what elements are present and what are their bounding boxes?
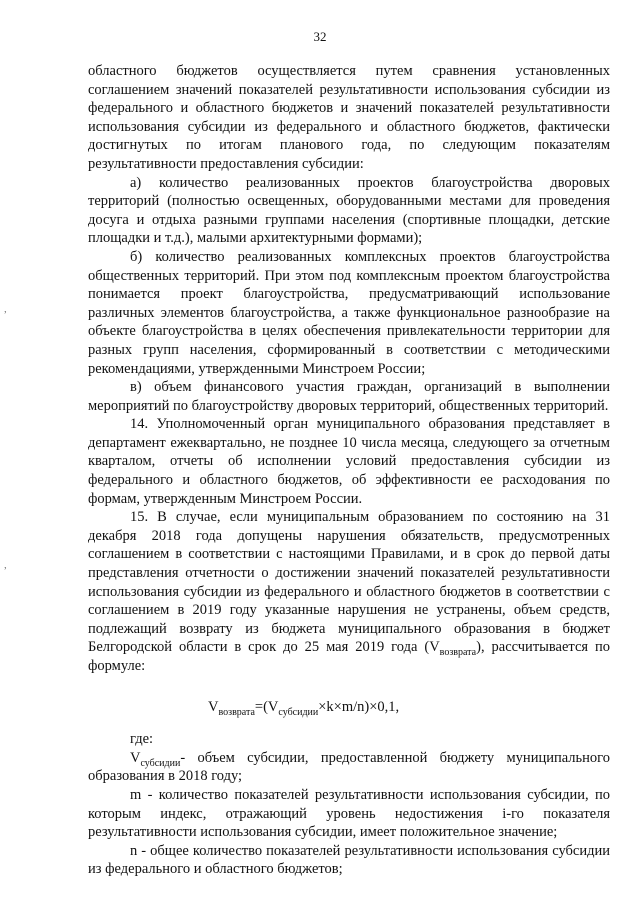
paragraph-item-c: в) объем финансового участия граждан, организаций в выполнении мероприятий по благоустройству дворовых территорий, общественных территорий. xyxy=(88,379,610,414)
document-body xyxy=(88,62,610,879)
paragraph-intro: областного бюджетов осуществляется путем сравнения установленных соглашением значений показателей результативности использования субсидии из федерального и областного бюджетов и значений показателей результативности использования субсидии из федерального и областного бюджетов, фактически достигнутых по итогам планового года, по следующим показателям результативности предоставления субсидии: xyxy=(88,63,610,172)
paragraph-14: 14. Уполномоченный орган муниципального образования представляет в департамент ежеквартально, не позднее 10 числа месяца, следующего за отчетным кварталом, отчеты об исполнении условий предоставления субсидии из федерального и областного бюджетов, об эффективности ее расходования по формам, утвержденным Минстроем России. xyxy=(88,416,610,507)
paragraph-item-b: б) количество реализованных комплексных проектов благоустройства общественных территорий. При этом под комплексным проектом благоустройства понимается проект благоустройства, предусматривающий использование различных элементов благоустройства, а также функциональное разнообразие на объекте благоустройства в целях обеспечения привлекательности территории для разных групп населения, сформированный в соответствии с методическими рекомендациями, утвержденными Минстроем России; xyxy=(88,248,610,377)
paragraph-15: 15. В случае, если муниципальным образованием по состоянию на 31 декабря 2018 года допущены нарушения обязательств, предусмотренных соглашением в соответствии с настоящими Правилами, и в срок до первой даты представления отчетности о достижении значений показателей результативности использования субсидии из федерального и областного бюджетов в соответствии с соглашением в 2019 году указанные нарушения не устранены, объем средств, подлежащий возврату из бюджета муниципального образования в бюджет Белгородской области в срок до 25 мая 2019 года $(V_{возврата})$, рассчитывается по формуле: xyxy=(88,509,610,674)
margin-mark: , xyxy=(4,303,7,315)
paragraph-item-a: а) количество реализованных проектов благоустройства дворовых территорий (полностью освещенных, оборудованными местами для проведения досуга и отдыха разными группами населения (спортивные площадки, детские площадки и т.д.), малыми архитектурными формами); xyxy=(88,174,610,247)
paragraph-15-tail: ), рассчитывается по формуле: xyxy=(88,639,610,674)
margin-mark: , xyxy=(4,559,7,571)
var-v-return: $V_{возврата}$ xyxy=(429,639,477,659)
definition-v-subsidy: $V_{субсидии}-$ объем субсидии, предоставленной бюджету муниципального образования в 2018 году; xyxy=(88,749,610,785)
definition-m: m - количество показателей результативности использования субсидии, по которым индекс, отражающий уровень недостижения i-го показателя результативности использования субсидии, имеет положительное значение; xyxy=(88,786,610,841)
paragraph-15-text: 15. В случае, если муниципальным образованием по состоянию на 31 декабря 2018 года допущены нарушения обязательств, предусмотренных соглашением в соответствии с настоящими Правилами, и в срок до первой даты представления отчетности о достижении значений показателей результативности использования субсидии из федерального и областного бюджетов в соответствии с соглашением в 2019 году указанные нарушения не устранены, объем средств, подлежащий возврату из бюджета муниципального образования в бюджет Белгородской области в срок до 25 мая 2019 года xyxy=(88,509,610,656)
formula: $V_{возврата}=(V_{субсидии}\times k\times m/n)\times 0,1$, xyxy=(208,698,400,718)
definition-n: n - общее количество показателей результативности использования субсидии из федерального и областного бюджетов; xyxy=(88,842,610,878)
page-number: 32 xyxy=(313,29,327,44)
where-label: где: xyxy=(130,731,154,748)
